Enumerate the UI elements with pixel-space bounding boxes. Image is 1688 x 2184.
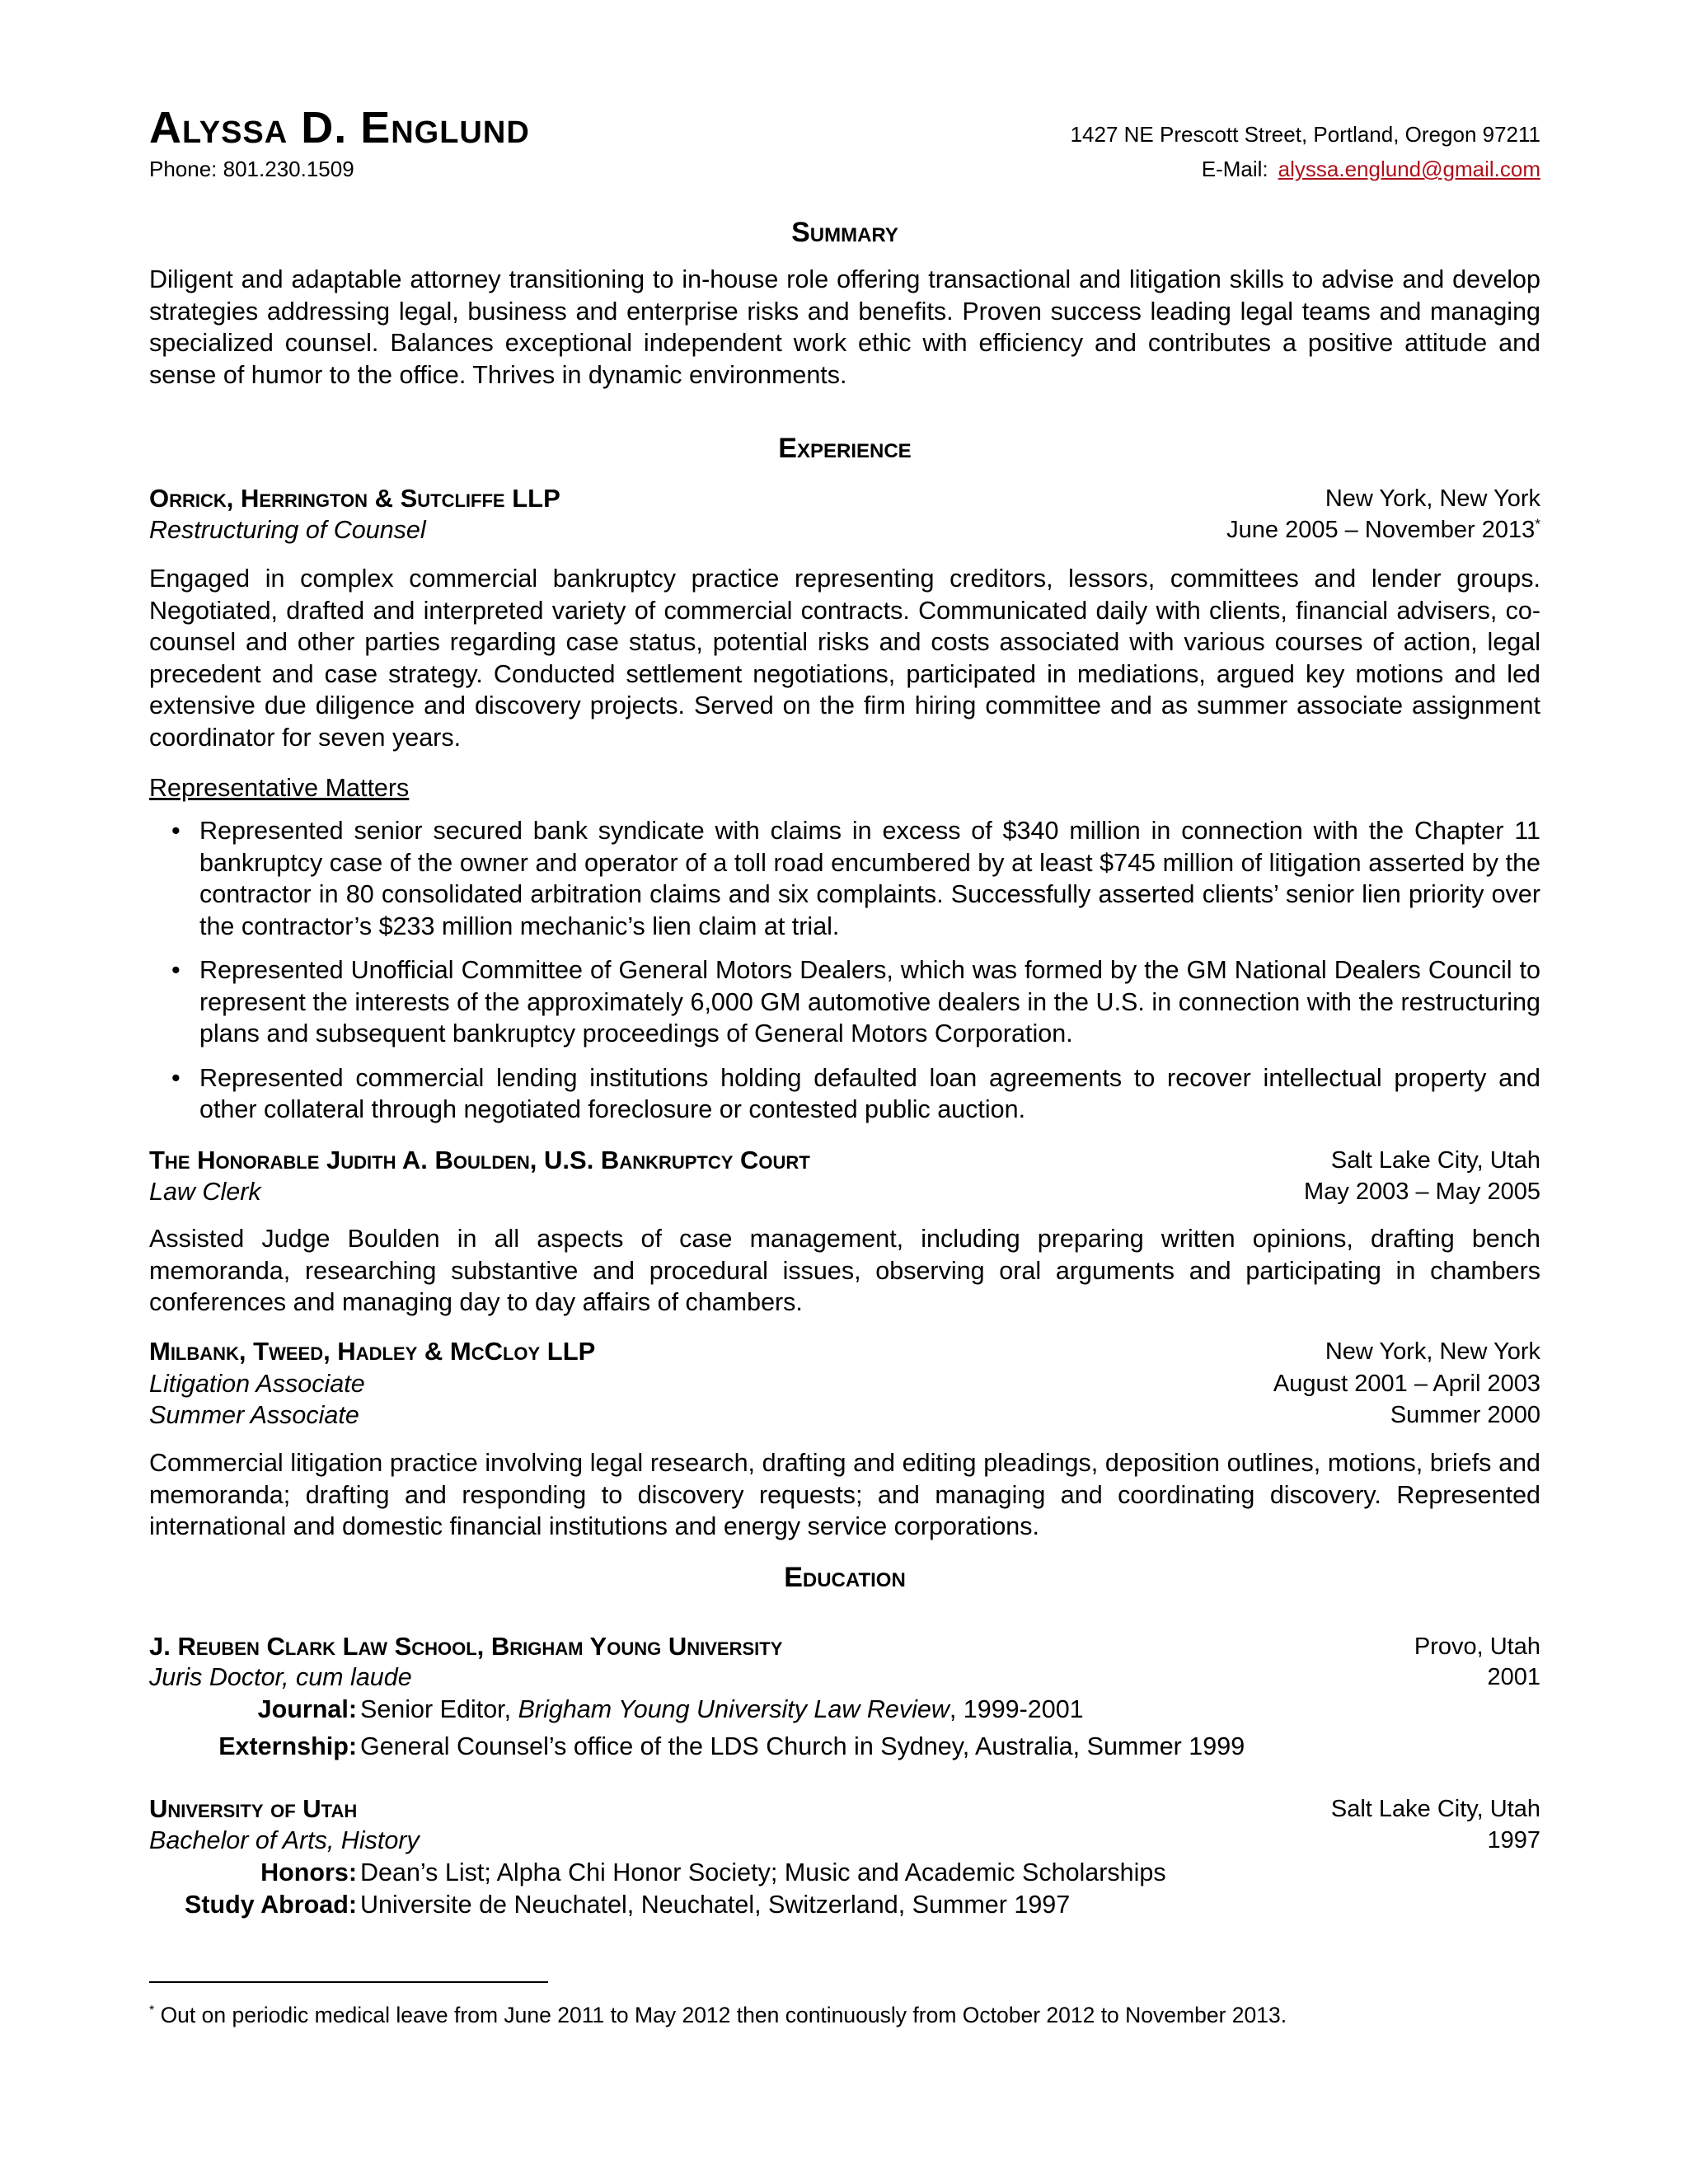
employer-name: Milbank, Tweed, Hadley & McCloy LLP bbox=[149, 1337, 596, 1366]
job-description-bankruptcy-court: Assisted Judge Boulden in all aspects of case management, including preparing written opinions, drafting bench memoranda, researching substantive and procedural issues, observing oral arguments and participating in chambers conferences and managing day to day affairs of chambers. bbox=[149, 1225, 1540, 1316]
job-header-milbank bbox=[149, 1336, 1540, 1367]
detail-value: General Counsel’s office of the LDS Church in Sydney, Australia, Summer 1999 bbox=[360, 1732, 1245, 1760]
footnote bbox=[149, 2001, 1287, 2029]
school-header-utah bbox=[149, 1793, 1540, 1825]
graduation-year: 2001 bbox=[1487, 1664, 1540, 1690]
detail-label: Study Abroad: bbox=[185, 1891, 357, 1919]
list-item: • Represented Unofficial Committee of General Motors Dealers, which was formed by the GM National Dealers Council to represent the interests of the approximately 6,000 GM automotive dealers in the U.S. in connection with the restructuring plans and subsequent bankruptcy proceedings of General Motors Corporation. bbox=[171, 956, 1540, 1047]
job-role-milbank-summer bbox=[149, 1399, 1540, 1431]
school-location: Salt Lake City, Utah bbox=[1330, 1796, 1540, 1822]
bullet-icon: • bbox=[171, 1063, 181, 1092]
detail-value: Senior Editor, Brigham Young University Law Review, 1999-2001 bbox=[360, 1695, 1084, 1723]
summary-text: Diligent and adaptable attorney transitioning to in-house role offering transactional and litigation skills to advise and develop strategies addressing legal, business and enterprise risks and benefits. Proven success leading legal teams and managing specialized counsel. Balances exceptional independent work ethic with efficiency and contributes a positive attitude and sense of humor to the office. Thrives in dynamic environments. bbox=[149, 265, 1540, 389]
bullet-icon: • bbox=[171, 956, 181, 984]
footnote-marker: * bbox=[149, 2004, 155, 2018]
degree: Bachelor of Arts, History bbox=[149, 1826, 420, 1854]
job-dates: June 2005 – November 2013* bbox=[1226, 515, 1540, 543]
school-degree-utah bbox=[149, 1825, 1540, 1856]
job-title: Law Clerk bbox=[149, 1178, 261, 1206]
school-header-byu-law bbox=[149, 1631, 1540, 1662]
phone-number: Phone: 801.230.1509 bbox=[149, 157, 354, 181]
job-description-orrick: Engaged in complex commercial bankruptcy practice representing creditors, lessors, committees and lender groups. Negotiated, drafted and interpreted variety of commercial contracts. Communicated daily with clients, financial advisers, co-counsel and other parties regarding case status, potential risks and costs associated with various courses of action, legal precedent and case strategy. Conducted settlement negotiations, participated in mediations, argued key motions and led extensive due diligence and discovery projects. Served on the firm hiring committee and as summer associate assignment coordinator for seven years. bbox=[149, 565, 1540, 752]
education-detail bbox=[149, 1693, 1540, 1726]
job-title: Restructuring of Counsel bbox=[149, 516, 426, 544]
representative-matters-heading: Representative Matters bbox=[149, 774, 410, 802]
detail-label: Journal: bbox=[257, 1695, 357, 1723]
email-link[interactable]: alyssa.englund@gmail.com bbox=[1278, 157, 1540, 181]
job-description-milbank: Commercial litigation practice involving legal research, drafting and editing pleadings, deposition outlines, motions, briefs and memoranda; drafting and responding to discovery requests; and managing and coordinating discovery. Represented international and domestic financial institutions and energy service corporations. bbox=[149, 1449, 1540, 1540]
list-item: • Represented senior secured bank syndicate with claims in excess of $340 million in connection with the Chapter 11 bankruptcy case of the owner and operator of a toll road encumbered by at least $745 million of litigation asserted by the contractor in 80 consolidated arbitration claims and six complaints. Successfully asserted clients’ senior lien priority over the contractor’s $233 million mechanic’s lien claim at trial. bbox=[171, 817, 1540, 940]
detail-label: Honors: bbox=[260, 1858, 357, 1886]
list-item: • Represented commercial lending institutions holding defaulted loan agreements to recover intellectual property and other collateral through negotiated foreclosure or contested public auction. bbox=[171, 1063, 1540, 1123]
detail-label: Externship: bbox=[218, 1732, 357, 1760]
detail-value: Universite de Neuchatel, Neuchatel, Switzerland, Summer 1997 bbox=[360, 1891, 1071, 1919]
section-title-education: Education bbox=[784, 1562, 906, 1593]
employer-name: The Honorable Judith A. Boulden, U.S. Bankruptcy Court bbox=[149, 1146, 810, 1174]
education-detail bbox=[149, 1730, 1540, 1763]
bullet-icon: • bbox=[171, 817, 181, 845]
job-dates: August 2001 – April 2003 bbox=[1273, 1371, 1540, 1397]
section-title-experience: Experience bbox=[778, 433, 912, 464]
footnote-marker: * bbox=[1535, 515, 1540, 532]
job-role-orrick bbox=[149, 514, 1540, 546]
mailing-address: 1427 NE Prescott Street, Portland, Oregon 97211 bbox=[1070, 122, 1540, 147]
employer-name: Orrick, Herrington & Sutcliffe LLP bbox=[149, 484, 560, 513]
job-dates: May 2003 – May 2005 bbox=[1304, 1179, 1540, 1205]
job-header-bankruptcy-court bbox=[149, 1145, 1540, 1176]
section-title-summary: Summary bbox=[791, 217, 898, 248]
job-title: Litigation Associate bbox=[149, 1370, 365, 1398]
job-title: Summer Associate bbox=[149, 1401, 359, 1429]
job-location: New York, New York bbox=[1325, 1338, 1540, 1365]
job-role-bankruptcy-court bbox=[149, 1176, 1540, 1207]
footnote-text: Out on periodic medical leave from June 2011 to May 2012 then continuously from October 2012 to November 2013. bbox=[160, 2003, 1287, 2027]
school-name: University of Utah bbox=[149, 1794, 358, 1823]
email-label: E-Mail: bbox=[1201, 157, 1268, 181]
email-line bbox=[1202, 157, 1540, 181]
candidate-name: Alyssa D. Englund bbox=[149, 103, 530, 152]
education-detail bbox=[149, 1856, 1540, 1889]
job-location: New York, New York bbox=[1325, 485, 1540, 512]
degree: Juris Doctor, cum laude bbox=[149, 1663, 412, 1691]
job-dates: Summer 2000 bbox=[1390, 1402, 1540, 1428]
detail-value: Dean’s List; Alpha Chi Honor Society; Music and Academic Scholarships bbox=[360, 1858, 1166, 1886]
school-name: J. Reuben Clark Law School, Brigham Young University bbox=[149, 1632, 783, 1661]
education-detail bbox=[149, 1888, 1540, 1921]
job-location: Salt Lake City, Utah bbox=[1330, 1147, 1540, 1174]
school-degree-byu-law bbox=[149, 1661, 1540, 1693]
job-role-milbank bbox=[149, 1368, 1540, 1399]
representative-matters-list bbox=[149, 815, 1540, 1138]
graduation-year: 1997 bbox=[1487, 1827, 1540, 1854]
school-location: Provo, Utah bbox=[1414, 1633, 1540, 1660]
job-header-orrick bbox=[149, 483, 1540, 514]
footnote-divider bbox=[149, 1981, 548, 1983]
